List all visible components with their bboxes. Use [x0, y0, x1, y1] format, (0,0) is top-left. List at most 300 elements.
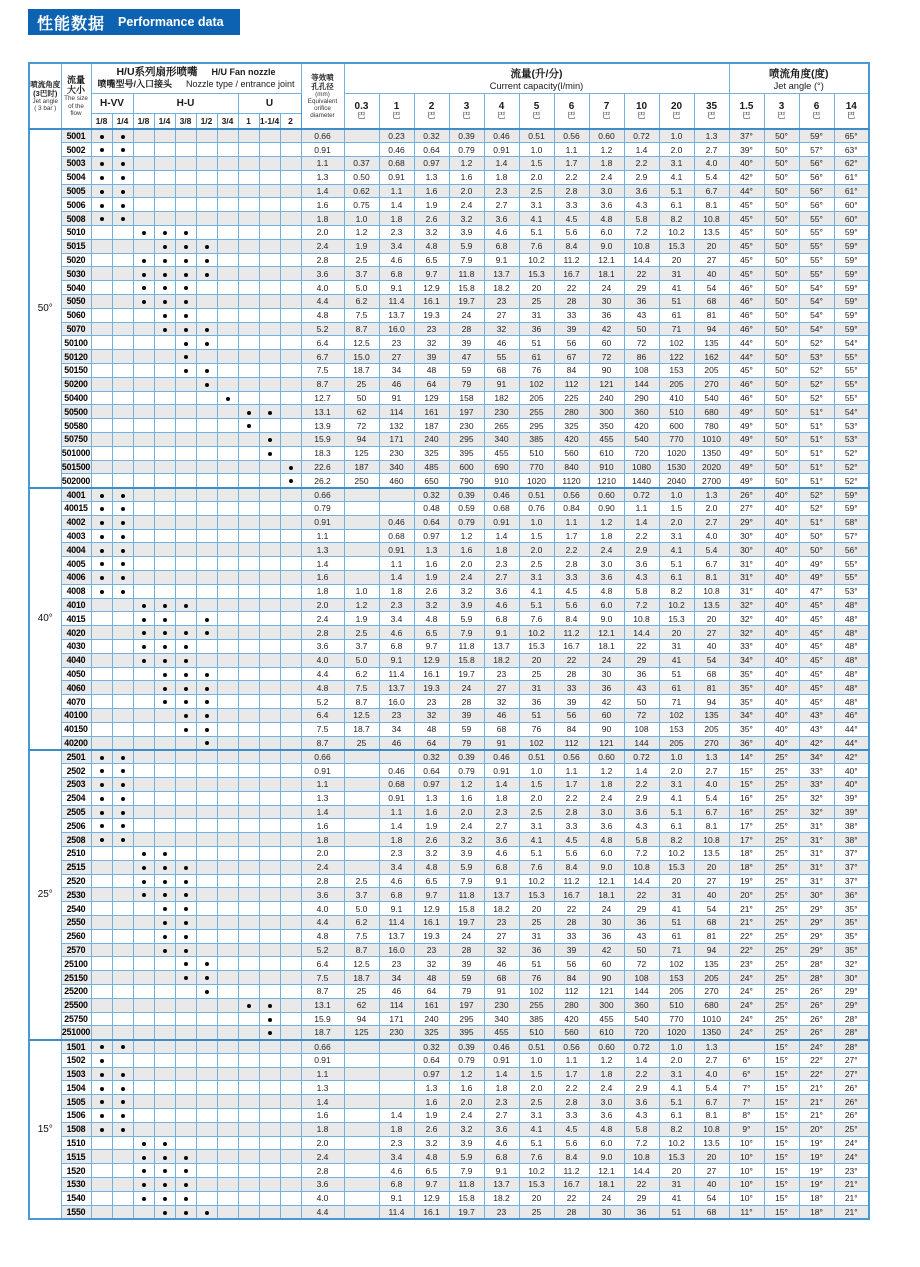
jet-angle-cell: 24°	[729, 971, 764, 985]
dot-cell	[133, 750, 154, 764]
dot-cell	[217, 626, 238, 640]
bullet-dot-icon	[184, 604, 188, 608]
flow-cell: 205	[519, 391, 554, 405]
flow-cell: 2.5	[344, 253, 379, 267]
flow-cell: 20	[659, 626, 694, 640]
jet-angle-cell: 18°	[729, 846, 764, 860]
dot-cell	[154, 281, 175, 295]
dot-cell	[238, 750, 259, 764]
dot-cell	[175, 612, 196, 626]
flow-cell: 6.2	[344, 667, 379, 681]
orifice-cell: 13.9	[301, 419, 344, 433]
dot-cell	[91, 1026, 112, 1040]
jet-angle-cell: 23°	[834, 1164, 869, 1178]
flow-cell: 1.7	[554, 777, 589, 791]
dot-cell	[154, 460, 175, 474]
flow-cell: 205	[694, 722, 729, 736]
jet-angle-cell: 31°	[799, 819, 834, 833]
bullet-dot-icon	[100, 135, 104, 139]
dot-cell	[196, 764, 217, 778]
dot-cell	[154, 584, 175, 598]
jet-angle-cell: 49°	[729, 474, 764, 488]
flow-cell	[344, 571, 379, 585]
dot-cell	[280, 350, 301, 364]
flow-cell: 32	[484, 322, 519, 336]
flow-cell: 102	[659, 957, 694, 971]
orifice-cell: 26.2	[301, 474, 344, 488]
flow-cell: 1.3	[414, 791, 449, 805]
flow-cell: 13.7	[379, 308, 414, 322]
dot-cell	[91, 667, 112, 681]
flow-cell: 3.6	[589, 1109, 624, 1123]
dot-cell	[238, 1040, 259, 1054]
dot-cell	[280, 695, 301, 709]
bullet-dot-icon	[163, 1169, 167, 1173]
dot-cell	[91, 281, 112, 295]
dot-cell	[133, 1109, 154, 1123]
flow-cell: 4.1	[659, 170, 694, 184]
dot-cell	[259, 446, 280, 460]
bullet-dot-icon	[163, 866, 167, 870]
bullet-dot-icon	[184, 935, 188, 939]
dot-cell	[280, 267, 301, 281]
flow-cell: 68	[694, 915, 729, 929]
flow-cell: 1.1	[554, 143, 589, 157]
bullet-dot-icon	[205, 369, 209, 373]
jet-angle-cell: 51°	[799, 515, 834, 529]
flow-cell: 72	[624, 708, 659, 722]
flow-cell: 2700	[694, 474, 729, 488]
dot-cell	[91, 364, 112, 378]
flow-cell: 23	[414, 943, 449, 957]
dot-cell	[196, 943, 217, 957]
dot-cell	[112, 295, 133, 309]
table-row	[29, 184, 869, 198]
jet-angle-cell: 57°	[834, 529, 869, 543]
dot-cell	[112, 777, 133, 791]
dot-cell	[259, 722, 280, 736]
dot-cell	[154, 943, 175, 957]
flow-cell: 455	[484, 446, 519, 460]
jet-angle-cell: 25°	[764, 833, 799, 847]
model-cell: 2540	[61, 902, 91, 916]
flow-cell: 2.8	[554, 805, 589, 819]
dot-cell	[112, 764, 133, 778]
bullet-dot-icon	[100, 190, 104, 194]
dot-cell	[154, 1164, 175, 1178]
dot-cell	[217, 460, 238, 474]
dot-cell	[259, 1191, 280, 1205]
dot-cell	[217, 667, 238, 681]
table-row	[29, 239, 869, 253]
table-row	[29, 1081, 869, 1095]
flow-cell: 40	[694, 639, 729, 653]
flow-cell: 1.8	[484, 170, 519, 184]
flow-cell	[379, 1081, 414, 1095]
dot-cell	[280, 308, 301, 322]
flow-cell: 840	[554, 460, 589, 474]
jet-angle-cell: 25°	[764, 791, 799, 805]
col-header-nozzle: H/U系列扇形喷嘴 H/U Fan nozzle 喷嘴型号/入口接头 Nozzle type / entrance joint	[91, 63, 301, 93]
flow-cell: 410	[659, 391, 694, 405]
flow-cell: 18.2	[484, 902, 519, 916]
dot-cell	[217, 295, 238, 309]
flow-cell: 48	[414, 722, 449, 736]
dot-cell	[112, 129, 133, 143]
jet-angle-cell: 56°	[799, 157, 834, 171]
flow-cell: 1.2	[589, 143, 624, 157]
jet-angle-cell: 26°	[729, 488, 764, 502]
dot-cell	[112, 998, 133, 1012]
jet-angle-cell: 15°	[764, 1081, 799, 1095]
flow-cell: 2.2	[624, 157, 659, 171]
flow-cell	[344, 1095, 379, 1109]
table-row	[29, 860, 869, 874]
flow-cell: 0.39	[449, 488, 484, 502]
dot-cell	[196, 198, 217, 212]
flow-cell: 3.4	[379, 612, 414, 626]
flow-cell: 41	[659, 281, 694, 295]
jet-angle-cell: 40°	[834, 764, 869, 778]
dot-cell	[196, 915, 217, 929]
model-cell: 50400	[61, 391, 91, 405]
dot-cell	[259, 915, 280, 929]
flow-cell: 1.0	[659, 488, 694, 502]
flow-cell: 0.62	[344, 184, 379, 198]
flow-cell: 46	[379, 377, 414, 391]
dot-cell	[133, 667, 154, 681]
flow-cell: 6.7	[694, 1095, 729, 1109]
pressure-header: 7 巴	[589, 93, 624, 129]
bullet-dot-icon	[142, 866, 146, 870]
dot-cell	[196, 1164, 217, 1178]
flow-cell: 0.51	[519, 129, 554, 143]
dot-cell	[280, 708, 301, 722]
flow-cell: 19.7	[449, 667, 484, 681]
jet-angle-cell: 48°	[834, 639, 869, 653]
orifice-cell: 1.3	[301, 170, 344, 184]
flow-cell: 10.2	[659, 598, 694, 612]
dot-cell	[259, 433, 280, 447]
dot-cell	[133, 405, 154, 419]
dot-cell	[133, 1178, 154, 1192]
flow-cell	[344, 1178, 379, 1192]
table-row	[29, 598, 869, 612]
flow-cell: 79	[449, 377, 484, 391]
dot-cell	[112, 170, 133, 184]
dot-cell	[175, 915, 196, 929]
dot-cell	[91, 639, 112, 653]
dot-cell	[133, 639, 154, 653]
dot-cell	[217, 1095, 238, 1109]
dot-cell	[280, 915, 301, 929]
flow-cell: 4.8	[414, 239, 449, 253]
flow-cell: 72	[624, 336, 659, 350]
dot-cell	[133, 364, 154, 378]
dot-cell	[91, 598, 112, 612]
dot-cell	[175, 695, 196, 709]
jet-angle-cell: 14°	[729, 750, 764, 764]
jet-angle-cell: 15°	[764, 1150, 799, 1164]
flow-cell: 2.6	[414, 212, 449, 226]
dot-cell	[91, 433, 112, 447]
flow-cell: 9.7	[414, 639, 449, 653]
bullet-dot-icon	[100, 1087, 104, 1091]
flow-cell: 1.2	[589, 1053, 624, 1067]
dot-cell	[175, 336, 196, 350]
dot-cell	[175, 957, 196, 971]
model-cell: 1502	[61, 1053, 91, 1067]
jet-angle-cell: 20°	[799, 1122, 834, 1136]
orifice-cell: 4.0	[301, 902, 344, 916]
flow-cell: 171	[379, 1012, 414, 1026]
jet-angle-cell: 33°	[799, 764, 834, 778]
jet-angle-cell: 26°	[799, 1012, 834, 1026]
jet-angle-cell: 28°	[834, 1026, 869, 1040]
dot-cell	[154, 750, 175, 764]
dot-cell	[91, 1191, 112, 1205]
dot-cell	[259, 584, 280, 598]
flow-cell: 1.2	[344, 598, 379, 612]
dot-cell	[280, 184, 301, 198]
flow-cell: 6.0	[589, 598, 624, 612]
dot-cell	[154, 515, 175, 529]
jet-angle-cell: 29°	[729, 515, 764, 529]
dot-cell	[112, 695, 133, 709]
jet-angle-cell: 40°	[834, 777, 869, 791]
bullet-dot-icon	[163, 259, 167, 263]
jet-angle-cell: 26°	[799, 998, 834, 1012]
jet-angle-cell: 35°	[834, 902, 869, 916]
flow-cell: 61	[659, 929, 694, 943]
dot-cell	[280, 874, 301, 888]
dot-cell	[280, 1067, 301, 1081]
flow-cell: 4.6	[379, 253, 414, 267]
orifice-cell: 8.7	[301, 736, 344, 750]
jet-pressure-header: 3 巴	[764, 93, 799, 129]
orifice-cell: 0.91	[301, 143, 344, 157]
dot-cell	[217, 529, 238, 543]
flow-cell: 0.51	[519, 488, 554, 502]
dot-cell	[154, 598, 175, 612]
group-angle-label: 25°	[29, 750, 61, 1040]
dot-cell	[196, 253, 217, 267]
flow-cell: 94	[344, 433, 379, 447]
bullet-dot-icon	[247, 411, 251, 415]
orifice-cell: 3.6	[301, 888, 344, 902]
bullet-dot-icon	[100, 535, 104, 539]
nozzle-group-u: U	[238, 93, 301, 113]
flow-cell: 30	[589, 667, 624, 681]
flow-cell: 2.9	[624, 791, 659, 805]
table-header	[29, 63, 869, 129]
dot-cell	[196, 391, 217, 405]
orifice-cell: 8.7	[301, 377, 344, 391]
model-cell: 4010	[61, 598, 91, 612]
flow-cell: 1.1	[624, 502, 659, 516]
dot-cell	[196, 777, 217, 791]
flow-cell: 8.1	[694, 198, 729, 212]
flow-cell: 108	[624, 364, 659, 378]
jet-angle-cell: 32°	[799, 805, 834, 819]
flow-cell: 8.4	[554, 239, 589, 253]
jet-angle-cell: 40°	[764, 639, 799, 653]
dot-cell	[112, 902, 133, 916]
dot-cell	[91, 1040, 112, 1054]
flow-cell: 36	[589, 681, 624, 695]
dot-cell	[238, 874, 259, 888]
orifice-cell: 2.0	[301, 846, 344, 860]
jet-pressure-header: 1.5 巴	[729, 93, 764, 129]
jet-angle-cell: 42°	[799, 736, 834, 750]
jet-angle-cell: 46°	[729, 308, 764, 322]
dot-cell	[259, 1150, 280, 1164]
flow-cell: 5.9	[449, 1150, 484, 1164]
dot-cell	[133, 281, 154, 295]
table-row	[29, 1178, 869, 1192]
flow-cell: 0.60	[589, 488, 624, 502]
jet-angle-cell: 27°	[834, 1053, 869, 1067]
jet-angle-cell: 59°	[834, 226, 869, 240]
dot-cell	[175, 419, 196, 433]
flow-cell: 25	[519, 667, 554, 681]
orifice-cell: 5.2	[301, 322, 344, 336]
jet-angle-cell: 40°	[764, 722, 799, 736]
flow-cell: 295	[449, 433, 484, 447]
bullet-dot-icon	[121, 535, 125, 539]
orifice-cell: 4.4	[301, 667, 344, 681]
dot-cell	[217, 584, 238, 598]
dot-cell	[91, 267, 112, 281]
flow-cell: 50	[624, 695, 659, 709]
dot-cell	[175, 791, 196, 805]
flow-cell: 0.72	[624, 129, 659, 143]
flow-cell: 4.3	[624, 819, 659, 833]
dot-cell	[154, 971, 175, 985]
flow-cell: 20	[519, 1191, 554, 1205]
flow-cell: 15.3	[519, 267, 554, 281]
model-cell: 5015	[61, 239, 91, 253]
bullet-dot-icon	[184, 342, 188, 346]
model-cell: 40100	[61, 708, 91, 722]
flow-cell: 13.5	[694, 1136, 729, 1150]
dot-cell	[217, 488, 238, 502]
flow-cell: 455	[484, 1026, 519, 1040]
dot-cell	[217, 1122, 238, 1136]
orifice-cell: 13.1	[301, 998, 344, 1012]
jet-angle-cell: 40°	[764, 681, 799, 695]
dot-cell	[238, 1150, 259, 1164]
flow-cell	[379, 750, 414, 764]
flow-cell: 2.0	[519, 1081, 554, 1095]
jet-angle-cell: 30°	[799, 888, 834, 902]
dot-cell	[175, 681, 196, 695]
dot-cell	[91, 529, 112, 543]
jet-angle-cell: 25°	[764, 957, 799, 971]
dot-cell	[91, 612, 112, 626]
jet-angle-cell: 15°	[764, 1205, 799, 1219]
flow-cell: 0.56	[554, 129, 589, 143]
dot-cell	[133, 308, 154, 322]
dot-cell	[91, 1081, 112, 1095]
dot-cell	[217, 805, 238, 819]
dot-cell	[217, 212, 238, 226]
bullet-dot-icon	[268, 438, 272, 442]
jet-angle-cell: 50°	[764, 377, 799, 391]
dot-cell	[175, 1026, 196, 1040]
jet-angle-cell: 35°	[729, 722, 764, 736]
dot-cell	[259, 626, 280, 640]
model-cell: 1508	[61, 1122, 91, 1136]
flow-cell: 121	[589, 377, 624, 391]
dot-cell	[280, 239, 301, 253]
flow-cell: 10.8	[624, 239, 659, 253]
flow-cell: 94	[344, 1012, 379, 1026]
flow-cell: 0.39	[449, 129, 484, 143]
dot-cell	[238, 267, 259, 281]
dot-cell	[154, 391, 175, 405]
bullet-dot-icon	[184, 314, 188, 318]
flow-cell: 31	[659, 639, 694, 653]
flow-cell: 3.0	[589, 1095, 624, 1109]
jet-angle-cell: 40°	[764, 626, 799, 640]
flow-cell: 1.2	[449, 777, 484, 791]
flow-cell: 3.0	[589, 184, 624, 198]
dot-cell	[133, 253, 154, 267]
dot-cell	[280, 322, 301, 336]
flow-cell: 2.8	[554, 557, 589, 571]
dot-cell	[133, 1136, 154, 1150]
bullet-dot-icon	[142, 631, 146, 635]
jet-angle-cell: 56°	[799, 170, 834, 184]
dot-cell	[91, 571, 112, 585]
dot-cell	[196, 1040, 217, 1054]
flow-cell: 2.7	[694, 515, 729, 529]
model-cell: 5050	[61, 295, 91, 309]
flow-cell: 7.2	[624, 598, 659, 612]
jet-angle-cell: 21°	[834, 1178, 869, 1192]
jet-angle-cell: 25°	[764, 874, 799, 888]
flow-cell: 4.6	[379, 874, 414, 888]
dot-cell	[112, 253, 133, 267]
flow-cell: 51	[659, 295, 694, 309]
flow-cell: 68	[484, 364, 519, 378]
dot-cell	[133, 681, 154, 695]
flow-cell: 39	[449, 957, 484, 971]
dot-cell	[154, 639, 175, 653]
flow-cell: 22	[624, 888, 659, 902]
model-cell: 5010	[61, 226, 91, 240]
dot-cell	[112, 515, 133, 529]
model-cell: 502000	[61, 474, 91, 488]
flow-cell: 3.7	[344, 639, 379, 653]
flow-cell: 255	[519, 998, 554, 1012]
orifice-cell: 4.4	[301, 915, 344, 929]
table-row	[29, 1205, 869, 1219]
size-header: 1/8	[91, 113, 112, 129]
flow-cell: 8.1	[694, 819, 729, 833]
dot-cell	[91, 736, 112, 750]
flow-cell: 6.1	[659, 198, 694, 212]
dot-cell	[259, 777, 280, 791]
flow-cell	[379, 1095, 414, 1109]
flow-cell: 68	[484, 971, 519, 985]
flow-cell: 5.1	[519, 1136, 554, 1150]
bullet-dot-icon	[100, 562, 104, 566]
jet-angle-cell: 29°	[799, 902, 834, 916]
flow-cell: 560	[554, 1026, 589, 1040]
flow-cell: 350	[589, 419, 624, 433]
